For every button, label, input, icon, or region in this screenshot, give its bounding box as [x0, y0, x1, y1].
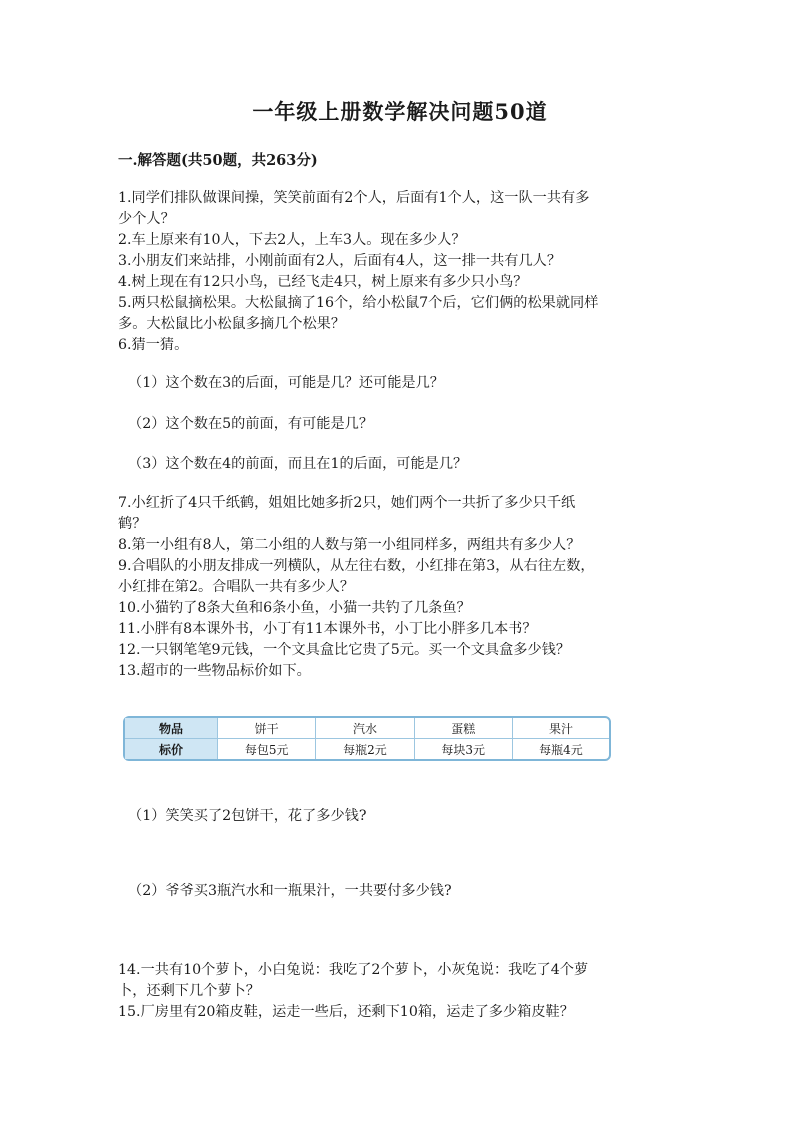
question-14-line-2: 卜，还剩下几个萝卜？	[118, 983, 260, 999]
question-9-line-2: 小红排在第2。合唱队一共有多少人？	[118, 579, 355, 595]
question-6: 6.猜一猜。	[118, 337, 189, 353]
question-1-line-2: 少个人？	[118, 211, 175, 227]
question-14-line-1: 14.一共有10个萝卜，小白兔说：我吃了2个萝卜，小灰兔说：我吃了4个萝	[118, 962, 589, 978]
question-5-line-1: 5.两只松鼠摘松果。大松鼠摘了16个，给小松鼠7个后，它们俩的松果就同样	[118, 295, 599, 311]
price-table-item: 汽水	[316, 718, 414, 739]
question-15: 15.厂房里有20箱皮鞋，运走一些后，还剩下10箱，运走了多少箱皮鞋？	[118, 1004, 574, 1020]
price-table-header-prices: 标价	[125, 739, 218, 759]
price-table-items-row	[125, 718, 609, 739]
question-13: 13.超市的一些物品标价如下。	[118, 663, 311, 679]
section-heading: 一.解答题(共50题，共263分)	[118, 152, 318, 169]
question-6-part-2: （2）这个数在5的前面，有可能是几？	[128, 416, 374, 432]
price-table-price: 每块3元	[415, 739, 513, 759]
question-7-line-2: 鹤？	[118, 516, 147, 532]
price-table-price: 每瓶4元	[539, 742, 583, 757]
question-10: 10.小猫钓了8条大鱼和6条小鱼，小猫一共钓了几条鱼？	[118, 600, 471, 616]
question-11: 11.小胖有8本课外书，小丁有11本课外书，小丁比小胖多几本书？	[118, 621, 537, 637]
question-6-part-1: （1）这个数在3的后面，可能是几？还可能是几？	[128, 375, 444, 391]
question-9-line-1: 9.合唱队的小朋友排成一列横队，从左往右数，小红排在第3，从右往左数，	[118, 558, 595, 574]
question-3: 3.小朋友们来站排，小刚前面有2人，后面有4人，这一排一共有几人？	[118, 253, 562, 269]
price-table-header-items: 物品	[125, 718, 218, 739]
price-table-item: 果汁	[513, 718, 609, 739]
question-6-part-3: （3）这个数在4的前面，而且在1的后面，可能是几？	[128, 456, 468, 472]
price-table-item: 蛋糕	[415, 718, 513, 739]
page-title: 一年级上册数学解决问题50道	[252, 99, 548, 124]
price-table-price: 每包5元	[218, 739, 316, 759]
question-13-part-2: （2）爷爷买3瓶汽水和一瓶果汁，一共要付多少钱?	[128, 883, 452, 899]
question-1-line-1: 1.同学们排队做课间操，笑笑前面有2个人，后面有1个人，这一队一共有多	[118, 190, 590, 206]
question-2: 2.车上原来有10人，下去2人，上车3人。现在多少人？	[118, 232, 466, 248]
price-table	[123, 716, 611, 761]
question-13-part-1: （1）笑笑买了2包饼干，花了多少钱?	[128, 808, 367, 824]
question-8: 8.第一小组有8人，第二小组的人数与第一小组同样多，两组共有多少人？	[118, 537, 581, 553]
question-5-line-2: 多。大松鼠比小松鼠多摘几个松果？	[118, 316, 346, 332]
question-12: 12.一只钢笔笔9元钱，一个文具盒比它贵了5元。买一个文具盒多少钱？	[118, 642, 571, 658]
price-table-item: 饼干	[218, 718, 316, 739]
question-7-line-1: 7.小红折了4只千纸鹤，姐姐比她多折2只，她们两个一共折了多少只千纸	[118, 495, 576, 511]
question-4: 4.树上现在有12只小鸟，已经飞走4只，树上原来有多少只小鸟？	[118, 274, 528, 290]
price-table-prices-row	[125, 739, 609, 759]
price-table-price: 每瓶2元	[316, 739, 414, 759]
